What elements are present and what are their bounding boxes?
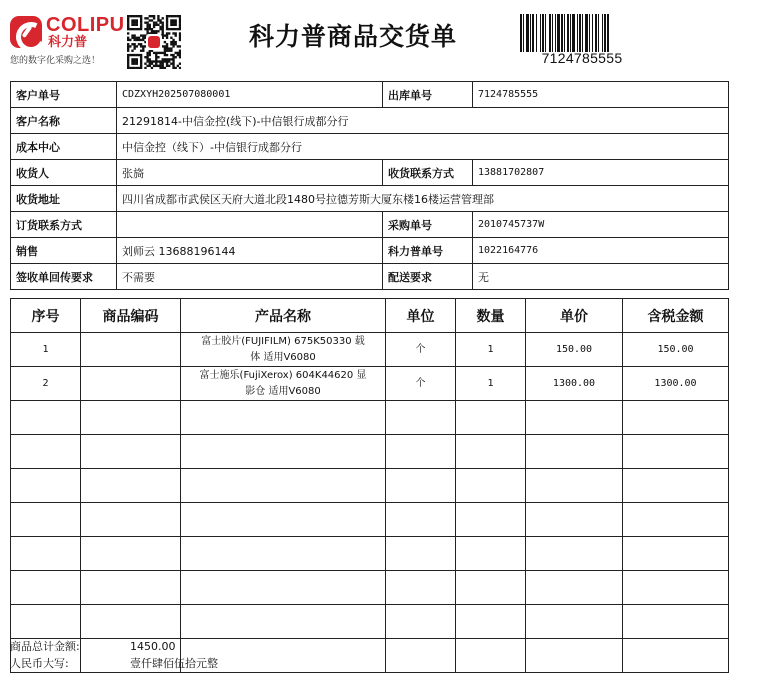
brand-slogan: 您的数字化采购之选！ [10, 56, 101, 66]
empty-cell [623, 571, 729, 605]
empty-cell [181, 537, 386, 571]
cell-price: 1300.00 [526, 367, 623, 401]
colipu-no-label: 科力普单号 [383, 238, 473, 264]
empty-cell [623, 469, 729, 503]
empty-cell [11, 469, 81, 503]
colipu-no-value: 1022164776 [473, 238, 729, 264]
empty-cell [526, 605, 623, 639]
empty-cell [623, 503, 729, 537]
return-requirement-value: 不需要 [117, 264, 383, 290]
qr-code-icon [127, 15, 181, 69]
table-row [11, 367, 729, 401]
cell-code [81, 367, 181, 401]
cell-code [81, 333, 181, 367]
empty-cell [81, 605, 181, 639]
empty-cell [386, 571, 456, 605]
empty-table-row [11, 435, 729, 469]
consignee-phone-value: 13881702807 [473, 160, 729, 186]
info-row-customer-no [11, 82, 729, 108]
consignee-label: 收货人 [11, 160, 117, 186]
brand-name: COLIPU [46, 14, 125, 36]
empty-cell [181, 469, 386, 503]
empty-cell [81, 401, 181, 435]
empty-cell [456, 469, 526, 503]
barcode-number: 7124785555 [541, 50, 623, 66]
empty-cell [623, 605, 729, 639]
consignee-phone-label: 收货联系方式 [383, 160, 473, 186]
info-row-requirements [11, 264, 729, 290]
info-row-consignee [11, 160, 729, 186]
address-label: 收货地址 [11, 186, 117, 212]
product-name-line: 影仓 适用V6080 [245, 385, 321, 397]
col-header-name: 产品名称 [181, 299, 386, 333]
empty-table-row [11, 537, 729, 571]
empty-table-row [11, 605, 729, 639]
customer-name-value: 21291814-中信金控(线下)-中信银行成都分行 [117, 108, 729, 134]
total-amount-label: 商品总计金额: [10, 640, 80, 653]
items-table [10, 298, 729, 673]
empty-cell [181, 605, 386, 639]
empty-cell [11, 401, 81, 435]
empty-table-row [11, 469, 729, 503]
empty-cell [456, 605, 526, 639]
customer-no-label: 客户单号 [11, 82, 117, 108]
empty-cell [456, 537, 526, 571]
empty-cell [386, 401, 456, 435]
info-row-order-contact [11, 212, 729, 238]
totals-footer [10, 638, 728, 678]
empty-cell [181, 571, 386, 605]
col-header-unit: 单位 [386, 299, 456, 333]
outbound-no-label: 出库单号 [383, 82, 473, 108]
consignee-value: 张旖 [117, 160, 383, 186]
outbound-no-value: 7124785555 [473, 82, 729, 108]
cell-amount: 150.00 [623, 333, 729, 367]
empty-table-row [11, 503, 729, 537]
document-header [0, 0, 778, 74]
empty-cell [526, 537, 623, 571]
empty-cell [456, 401, 526, 435]
cell-price: 150.00 [526, 333, 623, 367]
empty-cell [623, 537, 729, 571]
empty-cell [526, 469, 623, 503]
empty-cell [181, 435, 386, 469]
col-header-code: 商品编码 [81, 299, 181, 333]
empty-cell [456, 571, 526, 605]
empty-cell [81, 571, 181, 605]
empty-cell [11, 571, 81, 605]
cell-product-name [181, 367, 386, 401]
cost-center-label: 成本中心 [11, 134, 117, 160]
empty-cell [11, 605, 81, 639]
info-row-customer-name [11, 108, 729, 134]
delivery-requirement-value: 无 [473, 264, 729, 290]
address-value: 四川省成都市武侯区天府大道北段1480号拉德芳斯大厦东楼16楼运营管理部 [117, 186, 729, 212]
info-row-sales [11, 238, 729, 264]
customer-name-label: 客户名称 [11, 108, 117, 134]
purchase-no-value: 2010745737W [473, 212, 729, 238]
order-contact-label: 订货联系方式 [11, 212, 117, 238]
colipu-logo-icon [10, 16, 42, 48]
return-requirement-label: 签收单回传要求 [11, 264, 117, 290]
cell-seq: 1 [11, 333, 81, 367]
col-header-amount: 含税金额 [623, 299, 729, 333]
empty-cell [81, 537, 181, 571]
cell-unit: 个 [386, 367, 456, 401]
info-row-cost-center [11, 134, 729, 160]
sales-value: 刘师云 13688196144 [117, 238, 383, 264]
col-header-price: 单价 [526, 299, 623, 333]
empty-cell [456, 435, 526, 469]
cost-center-value: 中信金控（线下）-中信银行成都分行 [117, 134, 729, 160]
delivery-requirement-label: 配送要求 [383, 264, 473, 290]
barcode-icon [520, 14, 644, 52]
product-name-line: 富士施乐(FujiXerox) 604K44620 显 [199, 369, 367, 381]
product-name-line: 富士胶片(FUJIFILM) 675K50330 载 [201, 335, 365, 347]
empty-cell [526, 401, 623, 435]
empty-cell [526, 503, 623, 537]
rmb-uppercase-label: 人民币大写: [10, 657, 69, 670]
empty-cell [81, 435, 181, 469]
col-header-qty: 数量 [456, 299, 526, 333]
cell-seq: 2 [11, 367, 81, 401]
empty-cell [456, 503, 526, 537]
order-info-table [10, 81, 729, 290]
info-row-address [11, 186, 729, 212]
empty-cell [386, 435, 456, 469]
sales-label: 销售 [11, 238, 117, 264]
cell-unit: 个 [386, 333, 456, 367]
product-name-line: 体 适用V6080 [250, 351, 316, 363]
empty-cell [181, 401, 386, 435]
cell-qty: 1 [456, 367, 526, 401]
empty-cell [81, 503, 181, 537]
colipu-logo [10, 14, 125, 70]
empty-cell [386, 605, 456, 639]
empty-cell [386, 537, 456, 571]
empty-cell [11, 435, 81, 469]
purchase-no-label: 采购单号 [383, 212, 473, 238]
empty-cell [11, 503, 81, 537]
cell-product-name [181, 333, 386, 367]
cell-qty: 1 [456, 333, 526, 367]
empty-cell [623, 401, 729, 435]
cell-amount: 1300.00 [623, 367, 729, 401]
footer-divider [10, 672, 728, 673]
empty-cell [11, 537, 81, 571]
empty-table-row [11, 571, 729, 605]
empty-cell [526, 571, 623, 605]
empty-cell [81, 469, 181, 503]
customer-no-value: CDZXYH202507080001 [117, 82, 383, 108]
document-title: 科力普商品交货单 [248, 22, 457, 51]
brand-name-cn: 科力普 [48, 35, 88, 50]
empty-cell [386, 503, 456, 537]
rmb-uppercase-value: 壹仟肆佰伍拾元整 [130, 657, 218, 670]
total-amount-value: 1450.00 [130, 640, 176, 653]
items-header-row [11, 299, 729, 333]
empty-cell [623, 435, 729, 469]
col-header-seq: 序号 [11, 299, 81, 333]
empty-cell [526, 435, 623, 469]
empty-cell [181, 503, 386, 537]
order-contact-value [117, 212, 383, 238]
table-row [11, 333, 729, 367]
empty-cell [386, 469, 456, 503]
empty-table-row [11, 401, 729, 435]
